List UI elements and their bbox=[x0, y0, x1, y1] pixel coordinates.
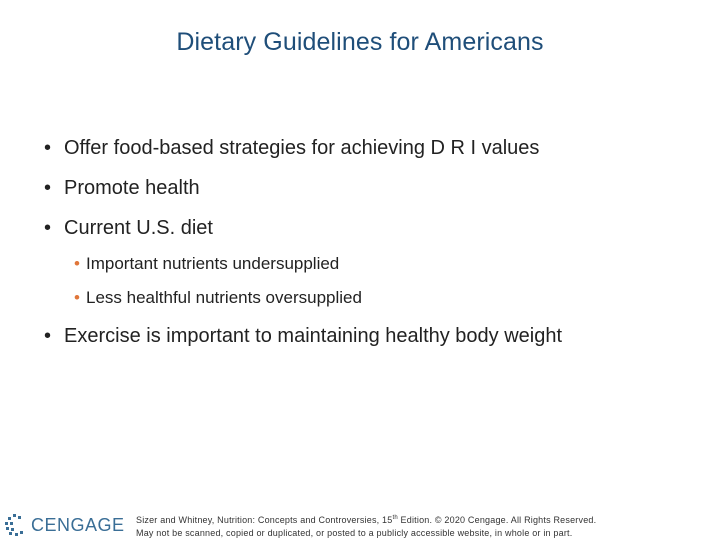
bullet-text: Current U.S. diet bbox=[64, 217, 213, 239]
citation-superscript: th bbox=[392, 515, 398, 521]
bullet-item bbox=[44, 214, 704, 242]
bullet-text: Offer food-based strategies for achieving D R I values bbox=[64, 137, 540, 159]
bullet-marker: • bbox=[44, 325, 52, 347]
citation-line-2: May not be scanned, copied or duplicated, or posted to a publicly accessible website, in whole or in part. bbox=[136, 528, 573, 538]
bullet-item bbox=[44, 174, 704, 202]
bullet-text: Exercise is important to maintaining healthy body weight bbox=[64, 325, 563, 347]
sub-bullet-item bbox=[74, 252, 704, 276]
bullet-item bbox=[44, 134, 704, 162]
footer-citation bbox=[136, 514, 716, 540]
sub-bullet-text: Less healthful nutrients oversupplied bbox=[86, 288, 362, 307]
bullet-marker: • bbox=[44, 137, 52, 159]
slide-title: Dietary Guidelines for Americans bbox=[176, 28, 544, 56]
cengage-logo-icon bbox=[4, 513, 26, 537]
bullet-marker: • bbox=[44, 177, 52, 199]
cengage-logo bbox=[4, 510, 125, 540]
bullet-text: Promote health bbox=[64, 177, 200, 199]
sub-bullet-item bbox=[74, 286, 704, 310]
sub-bullet-marker: • bbox=[74, 288, 80, 307]
sub-bullet-list bbox=[74, 252, 704, 310]
citation-text: Sizer and Whitney, Nutrition: Concepts and Controversies, 15 bbox=[136, 515, 393, 525]
sub-bullet-text: Important nutrients undersupplied bbox=[86, 254, 340, 273]
citation-line-1 bbox=[136, 514, 716, 527]
logo-wordmark: CENGAGE bbox=[31, 514, 125, 535]
bullet-list bbox=[44, 134, 704, 362]
bullet-marker: • bbox=[44, 217, 52, 239]
citation-copyright: Edition. © 2020 Cengage. All Rights Reserved. bbox=[397, 515, 597, 525]
bullet-item bbox=[44, 322, 704, 350]
sub-bullet-marker: • bbox=[74, 254, 80, 273]
